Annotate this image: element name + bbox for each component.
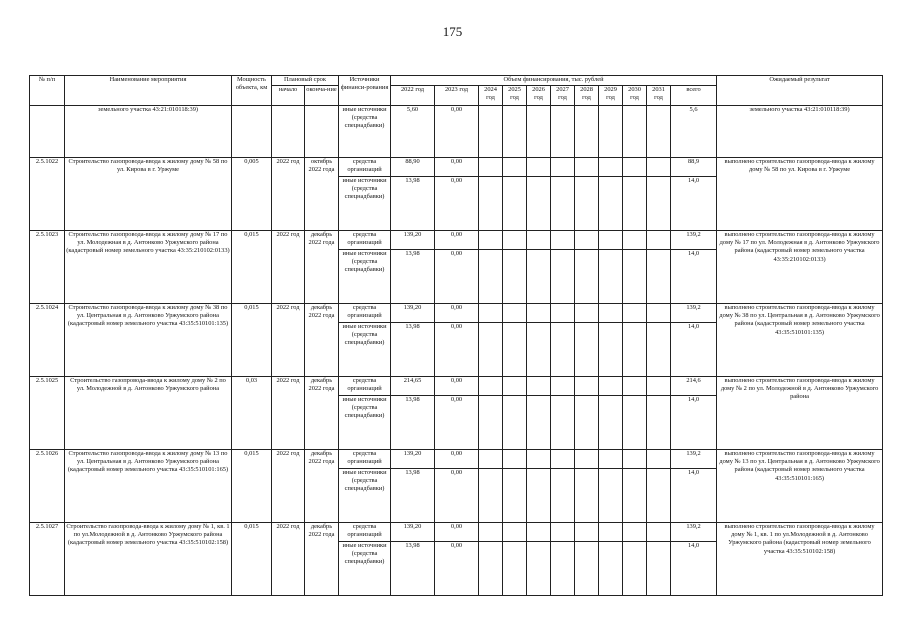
empty-cell: [551, 158, 575, 177]
empty-cell: [479, 377, 503, 396]
empty-cell: [479, 177, 503, 231]
row-start: 2022 год: [272, 304, 305, 377]
row-source-2-2022: 13,98: [391, 396, 435, 450]
table-row: [30, 158, 883, 177]
empty-cell: [551, 231, 575, 250]
table-row: [30, 450, 883, 469]
table-row-continuation: [30, 106, 883, 158]
empty-cell: [623, 450, 647, 469]
row-source-1: средства организаций: [339, 158, 391, 177]
table-body: [30, 158, 883, 596]
empty-cell: [575, 469, 599, 523]
empty-cell: [575, 396, 599, 450]
empty-cell: [599, 231, 623, 250]
row-source-2-total: 14,0: [671, 396, 717, 450]
table-header: [30, 76, 883, 106]
empty-cell: [527, 377, 551, 396]
row-source-1-total: 139,2: [671, 304, 717, 323]
row-start: 2022 год: [272, 523, 305, 596]
empty-cell: [503, 231, 527, 250]
empty-cell: [479, 250, 503, 304]
header-result: Ожидаемый результат: [717, 76, 883, 106]
empty-cell: [479, 158, 503, 177]
empty-cell: [575, 323, 599, 377]
row-source-2-total: 14,0: [671, 250, 717, 304]
empty-cell: [623, 396, 647, 450]
row-name: Строительство газопровода-ввода к жилому дому № 58 по ул. Кирова в г. Уржуме: [65, 158, 232, 231]
empty-cell: [599, 469, 623, 523]
row-source-1-total: 139,2: [671, 450, 717, 469]
row-end: декабрь 2022 года: [305, 450, 339, 523]
row-capacity: 0,015: [232, 450, 272, 523]
row-number: 2.5.1022: [30, 158, 65, 231]
row-source-2-2023: 0,00: [435, 469, 479, 523]
header-sources: Источники финанси-рования: [339, 76, 391, 106]
header-2025: 2025 год: [503, 86, 527, 106]
row-source-2: иные источники (средства спецнадбавки): [339, 250, 391, 304]
row-capacity: 0,005: [232, 158, 272, 231]
empty-cell: [647, 469, 671, 523]
row-source-2-total: 14,0: [671, 542, 717, 596]
empty-cell: [503, 523, 527, 542]
empty-cell: [551, 469, 575, 523]
row-source-1-2022: 214,65: [391, 377, 435, 396]
row-result: выполнено строительство газопровода-ввода к жилому дому № 17 по ул. Молодежная в д. Антонково Уржумского района (кадастровый номер земельного участка 43:35:210102:0133): [717, 231, 883, 304]
row-end: декабрь 2022 года: [305, 231, 339, 304]
empty-cell: [575, 250, 599, 304]
row-start: 2022 год: [272, 158, 305, 231]
empty-cell: [599, 250, 623, 304]
header-2024: 2024 год: [479, 86, 503, 106]
empty-cell: [503, 177, 527, 231]
row-start: 2022 год: [272, 377, 305, 450]
header-2031: 2031 год: [647, 86, 671, 106]
row-source-2: иные источники (средства спецнадбавки): [339, 177, 391, 231]
empty-cell: [479, 523, 503, 542]
row-source-1-total: 88,9: [671, 158, 717, 177]
empty-cell: [647, 250, 671, 304]
row-source-1-2022: 88,90: [391, 158, 435, 177]
empty-cell: [503, 250, 527, 304]
header-no: № п/п: [30, 76, 65, 106]
empty-cell: [551, 450, 575, 469]
empty-cell: [527, 231, 551, 250]
empty-cell: [599, 396, 623, 450]
row-source-1: средства организаций: [339, 450, 391, 469]
empty-cell: [527, 177, 551, 231]
row-source-2-total: 14,0: [671, 469, 717, 523]
row-capacity: 0,03: [232, 377, 272, 450]
row-number: 2.5.1025: [30, 377, 65, 450]
row-source-1: средства организаций: [339, 523, 391, 542]
empty-cell: [575, 377, 599, 396]
row-source-2: иные источники (средства спецнадбавки): [339, 323, 391, 377]
carry-source: иные источники (средства спецнадбавки): [339, 106, 391, 158]
row-source-2-total: 14,0: [671, 323, 717, 377]
empty-cell: [599, 523, 623, 542]
row-end: декабрь 2022 года: [305, 523, 339, 596]
empty-cell: [623, 469, 647, 523]
empty-cell: [503, 542, 527, 596]
row-source-1-2023: 0,00: [435, 231, 479, 250]
row-source-2: иные источники (средства спецнадбавки): [339, 542, 391, 596]
carry-2022: 5,60: [391, 106, 435, 158]
empty-cell: [647, 523, 671, 542]
header-2029: 2029 год: [599, 86, 623, 106]
empty-cell: [599, 177, 623, 231]
empty-cell: [647, 158, 671, 177]
empty-cell: [527, 323, 551, 377]
row-result: выполнено строительство газопровода-ввода к жилому дому № 58 по ул. Кирова в г. Уржуме: [717, 158, 883, 231]
empty-cell: [623, 250, 647, 304]
row-source-2: иные источники (средства спецнадбавки): [339, 469, 391, 523]
row-source-1-2023: 0,00: [435, 158, 479, 177]
row-number: 2.5.1023: [30, 231, 65, 304]
row-source-1-2022: 139,20: [391, 304, 435, 323]
empty-cell: [599, 304, 623, 323]
row-source-2-2023: 0,00: [435, 250, 479, 304]
empty-cell: [599, 542, 623, 596]
empty-cell: [527, 469, 551, 523]
empty-cell: [479, 396, 503, 450]
empty-cell: [575, 542, 599, 596]
row-source-1-2022: 139,20: [391, 231, 435, 250]
row-start: 2022 год: [272, 231, 305, 304]
empty-cell: [575, 231, 599, 250]
empty-cell: [503, 158, 527, 177]
empty-cell: [551, 523, 575, 542]
header-end: оконча-ние: [305, 86, 339, 106]
row-capacity: 0,015: [232, 304, 272, 377]
empty-cell: [527, 542, 551, 596]
header-funding: Объем финансирования, тыс. рублей: [391, 76, 717, 86]
empty-cell: [647, 323, 671, 377]
row-source-2-total: 14,0: [671, 177, 717, 231]
row-source-1-2022: 139,20: [391, 450, 435, 469]
empty-cell: [623, 323, 647, 377]
row-source-2-2022: 13,98: [391, 177, 435, 231]
carry-name: земельного участка 43:21:010118:39): [65, 106, 232, 158]
empty-cell: [479, 469, 503, 523]
row-end: декабрь 2022 года: [305, 304, 339, 377]
row-start: 2022 год: [272, 450, 305, 523]
empty-cell: [575, 523, 599, 542]
empty-cell: [647, 377, 671, 396]
empty-cell: [599, 158, 623, 177]
row-result: выполнено строительство газопровода-ввода к жилому дому № 38 по ул. Центральная в д. Антонково Уржумского района (кадастровый номер земельного участка 43:35:510101:135): [717, 304, 883, 377]
header-capacity: Мощность объекта, км: [232, 76, 272, 106]
row-source-2-2023: 0,00: [435, 396, 479, 450]
row-source-1: средства организаций: [339, 377, 391, 396]
row-name: Строительство газопровода-ввода к жилому дому № 13 по ул. Центральная в д. Антонково Уржумского района (кадастровый номер земельного участка 43:35:510101:165): [65, 450, 232, 523]
row-result: выполнено строительство газопровода-ввода к жилому дому № 13 по ул. Центральная в д. Антонково Уржумского района (кадастровый номер земельного участка 43:35:510101:165): [717, 450, 883, 523]
row-name: Строительство газопровода-ввода к жилому дому № 38 по ул. Центральная в д. Антонково Уржумского района (кадастровый номер земельного участка 43:35:510101:135): [65, 304, 232, 377]
row-result: выполнено строительство газопровода-ввода к жилому дому № 2 по ул. Молодежной в д. Антонково Уржумского района: [717, 377, 883, 450]
empty-cell: [647, 177, 671, 231]
empty-cell: [599, 450, 623, 469]
page-number: 175: [442, 24, 463, 39]
empty-cell: [551, 177, 575, 231]
row-source-1-2023: 0,00: [435, 304, 479, 323]
header-name: Наименование мероприятия: [65, 76, 232, 106]
table-row: [30, 523, 883, 542]
empty-cell: [575, 177, 599, 231]
row-number: 2.5.1027: [30, 523, 65, 596]
row-source-2: иные источники (средства спецнадбавки): [339, 396, 391, 450]
empty-cell: [623, 377, 647, 396]
row-name: Строительство газопровода-ввода к жилому дому № 17 по ул. Молодежная в д. Антонково Уржумского района (кадастровый номер земельного участка 43:35:210102:0133): [65, 231, 232, 304]
row-source-1-total: 214,6: [671, 377, 717, 396]
header-2027: 2027 год: [551, 86, 575, 106]
empty-cell: [599, 323, 623, 377]
empty-cell: [575, 304, 599, 323]
row-source-1-2023: 0,00: [435, 450, 479, 469]
empty-cell: [503, 323, 527, 377]
row-source-2-2022: 13,98: [391, 542, 435, 596]
row-name: Строительство газопровода-ввода к жилому дому № 1, кв. 1 по ул.Молодежной в д. Антонково Уржумского района (кадастровый номер земельного участка 43:35:510102:158): [65, 523, 232, 596]
empty-cell: [647, 450, 671, 469]
row-source-2-2023: 0,00: [435, 177, 479, 231]
empty-cell: [647, 396, 671, 450]
empty-cell: [479, 542, 503, 596]
table-row: [30, 377, 883, 396]
header-2026: 2026 год: [527, 86, 551, 106]
empty-cell: [647, 231, 671, 250]
empty-cell: [575, 450, 599, 469]
row-end: октябрь 2022 года: [305, 158, 339, 231]
empty-cell: [599, 377, 623, 396]
empty-cell: [647, 542, 671, 596]
empty-cell: [623, 231, 647, 250]
row-number: 2.5.1026: [30, 450, 65, 523]
empty-cell: [503, 304, 527, 323]
table-row: [30, 304, 883, 323]
header-2022: 2022 год: [391, 86, 435, 106]
table-row: [30, 231, 883, 250]
row-source-1-2023: 0,00: [435, 377, 479, 396]
row-source-1: средства организаций: [339, 231, 391, 250]
header-2028: 2028 год: [575, 86, 599, 106]
empty-cell: [623, 304, 647, 323]
row-source-2-2022: 13,98: [391, 469, 435, 523]
header-2030: 2030 год: [623, 86, 647, 106]
empty-cell: [479, 231, 503, 250]
row-name: Строительство газопровода-ввода к жилому дому № 2 по ул. Молодежной в д. Антонково Уржумского района: [65, 377, 232, 450]
row-capacity: 0,015: [232, 523, 272, 596]
row-source-1: средства организаций: [339, 304, 391, 323]
empty-cell: [503, 450, 527, 469]
funding-table: [29, 75, 883, 596]
empty-cell: [527, 523, 551, 542]
empty-cell: [551, 396, 575, 450]
carry-result: земельного участка 43:21:010118:39): [717, 106, 883, 158]
empty-cell: [479, 450, 503, 469]
row-source-2-2023: 0,00: [435, 542, 479, 596]
empty-cell: [527, 158, 551, 177]
carry-total: 5,6: [671, 106, 717, 158]
empty-cell: [551, 542, 575, 596]
row-source-2-2022: 13,98: [391, 250, 435, 304]
empty-cell: [527, 250, 551, 304]
row-capacity: 0,015: [232, 231, 272, 304]
empty-cell: [479, 323, 503, 377]
empty-cell: [503, 469, 527, 523]
header-2023: 2023 год: [435, 86, 479, 106]
empty-cell: [575, 158, 599, 177]
row-source-1-2023: 0,00: [435, 523, 479, 542]
row-source-1-2022: 139,20: [391, 523, 435, 542]
empty-cell: [527, 304, 551, 323]
row-result: выполнено строительство газопровода-ввода к жилому дому № 1, кв. 1 по ул.Молодежной в д. Антонково Уржумского района (кадастровый номер земельного участка 43:35:510102:158): [717, 523, 883, 596]
row-source-2-2022: 13,98: [391, 323, 435, 377]
empty-cell: [479, 304, 503, 323]
header-start: начало: [272, 86, 305, 106]
empty-cell: [551, 323, 575, 377]
row-end: декабрь 2022 года: [305, 377, 339, 450]
empty-cell: [551, 377, 575, 396]
empty-cell: [623, 523, 647, 542]
empty-cell: [527, 396, 551, 450]
empty-cell: [527, 450, 551, 469]
empty-cell: [623, 177, 647, 231]
row-number: 2.5.1024: [30, 304, 65, 377]
empty-cell: [647, 304, 671, 323]
header-total: всего: [671, 86, 717, 106]
empty-cell: [551, 250, 575, 304]
empty-cell: [551, 304, 575, 323]
header-plan-term: Плановый срок: [272, 76, 339, 86]
carry-2023: 0,00: [435, 106, 479, 158]
empty-cell: [623, 542, 647, 596]
empty-cell: [623, 158, 647, 177]
row-source-1-total: 139,2: [671, 523, 717, 542]
row-source-2-2023: 0,00: [435, 323, 479, 377]
row-source-1-total: 139,2: [671, 231, 717, 250]
empty-cell: [503, 377, 527, 396]
empty-cell: [503, 396, 527, 450]
